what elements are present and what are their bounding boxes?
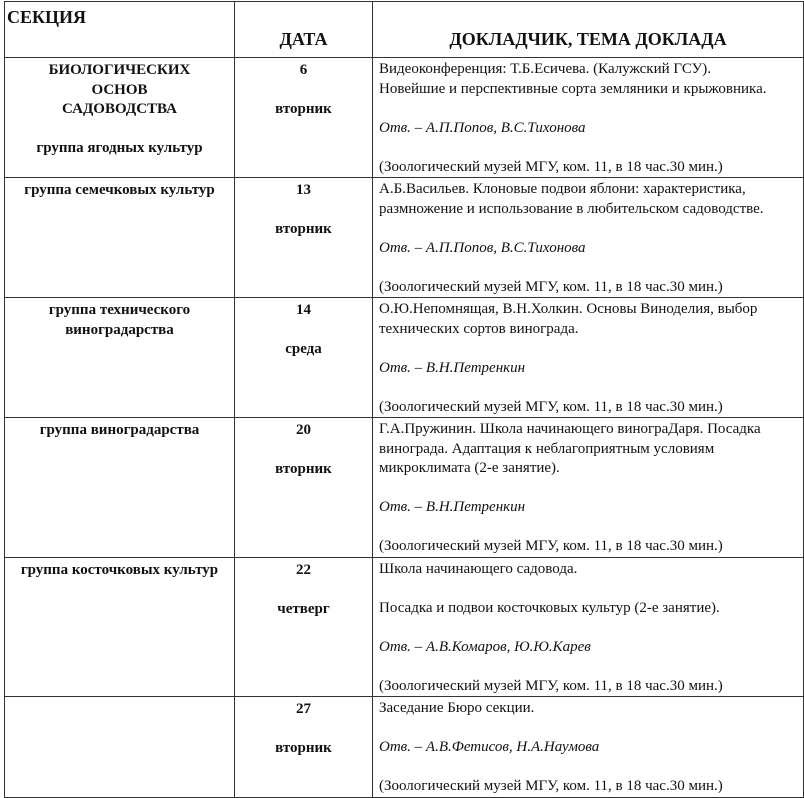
speaker-topic-cell-line bbox=[379, 618, 799, 638]
speaker-topic-cell-line: О.Ю.Непомнящая, В.Н.Холкин. Основы Виноделия, выбор bbox=[379, 301, 758, 317]
date-cell-line: 27 bbox=[296, 701, 311, 717]
speaker-topic-cell-line bbox=[379, 479, 799, 499]
date-cell bbox=[235, 58, 373, 178]
speaker-topic-cell-line: Отв. – В.Н.Петренкин bbox=[379, 359, 526, 376]
speaker-topic-cell-line: Отв. – А.В.Комаров, Ю.Ю.Карев bbox=[379, 638, 591, 655]
speaker-topic-cell-line: Заседание Бюро секции. bbox=[379, 700, 535, 716]
schedule-table bbox=[4, 1, 804, 798]
section-cell-line: группа семечковых культур bbox=[24, 182, 215, 198]
speaker-topic-cell-line: размножение и использование в любительском садоводстве. bbox=[379, 200, 764, 217]
date-cell-line bbox=[235, 580, 372, 600]
table-row bbox=[5, 418, 804, 558]
speaker-topic-cell-line bbox=[379, 219, 799, 239]
header-date: ДАТА bbox=[235, 2, 373, 58]
speaker-topic-cell-line: Отв. – А.В.Фетисов, Н.А.Наумова bbox=[379, 739, 600, 755]
section-cell-line: САДОВОДСТВА bbox=[62, 101, 177, 117]
section-cell-line: группа косточковых культур bbox=[20, 561, 219, 578]
date-cell-line: 6 bbox=[299, 62, 308, 78]
section-cell-line: виноградарства bbox=[65, 321, 174, 338]
speaker-topic-cell-line bbox=[379, 518, 799, 538]
section-cell-line: БИОЛОГИЧЕСКИХ bbox=[48, 62, 191, 78]
speaker-topic-cell-line: (Зоологический музей МГУ, ком. 11, в 18 час.30 мин.) bbox=[379, 778, 723, 794]
speaker-topic-cell-line: (Зоологический музей МГУ, ком. 11, в 18 час.30 мин.) bbox=[379, 398, 723, 415]
speaker-topic-cell-line: микроклимата (2-е занятие). bbox=[379, 460, 560, 476]
speaker-topic-cell-line bbox=[379, 657, 799, 677]
speaker-topic-cell-line: А.Б.Васильев. Клоновые подвои яблони: характеристика, bbox=[379, 181, 746, 197]
speaker-topic-cell-line: Видеоконференция: Т.Б.Есичева. (Калужский ГСУ). bbox=[379, 61, 712, 77]
speaker-topic-cell bbox=[373, 697, 804, 798]
speaker-topic-cell-line: (Зоологический музей МГУ, ком. 11, в 18 час.30 мин.) bbox=[379, 538, 723, 554]
speaker-topic-cell bbox=[373, 58, 804, 178]
section-cell bbox=[5, 58, 235, 178]
table-row bbox=[5, 557, 804, 697]
section-cell-line bbox=[5, 120, 234, 140]
section-cell bbox=[5, 697, 235, 798]
table-row bbox=[5, 298, 804, 418]
speaker-topic-cell bbox=[373, 178, 804, 298]
section-cell bbox=[5, 298, 235, 418]
table-row bbox=[5, 178, 804, 298]
section-cell-line: группа виноградарства bbox=[39, 422, 200, 438]
section-cell-line: ОСНОВ bbox=[91, 81, 148, 98]
speaker-topic-cell-line bbox=[379, 758, 799, 778]
section-cell bbox=[5, 178, 235, 298]
speaker-topic-cell-line bbox=[379, 138, 799, 158]
speaker-topic-cell bbox=[373, 418, 804, 558]
speaker-topic-cell-line bbox=[379, 378, 799, 398]
date-cell-line: 22 bbox=[296, 561, 311, 578]
date-cell-line: вторник bbox=[275, 740, 332, 756]
table-row bbox=[5, 697, 804, 798]
header-section: СЕКЦИЯ bbox=[5, 2, 235, 58]
date-cell-line: 20 bbox=[296, 422, 311, 438]
speaker-topic-cell-line: Отв. – А.П.Попов, В.С.Тихонова bbox=[379, 239, 586, 256]
date-cell-line bbox=[235, 441, 372, 461]
section-cell-line: группа ягодных культур bbox=[36, 140, 203, 156]
speaker-topic-cell-line bbox=[379, 579, 799, 599]
date-cell bbox=[235, 418, 373, 558]
date-cell bbox=[235, 697, 373, 798]
date-cell-line: вторник bbox=[275, 461, 332, 477]
speaker-topic-cell-line: Посадка и подвои косточковых культур (2-е занятие). bbox=[379, 599, 720, 616]
speaker-topic-cell-line: (Зоологический музей МГУ, ком. 11, в 18 час.30 мин.) bbox=[379, 677, 723, 694]
table-row bbox=[5, 58, 804, 178]
header-speaker: ДОКЛАДЧИК, ТЕМА ДОКЛАДА bbox=[373, 2, 804, 58]
speaker-topic-cell-line: Отв. – А.П.Попов, В.С.Тихонова bbox=[379, 119, 586, 136]
speaker-topic-cell-line: Г.А.Пружинин. Школа начинающего винограДаря. Посадка bbox=[379, 421, 761, 437]
speaker-topic-cell-line: (Зоологический музей МГУ, ком. 11, в 18 час.30 мин.) bbox=[379, 158, 723, 175]
date-cell-line bbox=[235, 201, 372, 221]
speaker-topic-cell-line bbox=[379, 719, 799, 739]
date-cell bbox=[235, 557, 373, 697]
date-cell-line: 13 bbox=[296, 182, 311, 198]
header-row bbox=[5, 2, 804, 58]
speaker-topic-cell-line bbox=[379, 99, 799, 119]
speaker-topic-cell-line: Новейшие и перспективные сорта земляники и крыжовника. bbox=[379, 80, 767, 97]
speaker-topic-cell-line bbox=[379, 339, 799, 359]
speaker-topic-cell-line: технических сортов винограда. bbox=[379, 320, 579, 337]
date-cell-line: четверг bbox=[277, 600, 330, 617]
section-cell bbox=[5, 418, 235, 558]
speaker-topic-cell bbox=[373, 298, 804, 418]
date-cell-line: вторник bbox=[275, 101, 332, 117]
date-cell-line: среда bbox=[285, 341, 322, 357]
speaker-topic-cell bbox=[373, 557, 804, 697]
speaker-topic-cell-line: Отв. – В.Н.Петренкин bbox=[379, 499, 526, 515]
date-cell-line: 14 bbox=[296, 302, 311, 318]
date-cell-line bbox=[235, 81, 372, 101]
date-cell bbox=[235, 178, 373, 298]
speaker-topic-cell-line bbox=[379, 258, 799, 278]
section-cell bbox=[5, 557, 235, 697]
speaker-topic-cell-line: винограда. Адаптация к неблагоприятным условиям bbox=[379, 440, 715, 457]
section-cell-line: группа технического bbox=[48, 302, 191, 318]
speaker-topic-cell-line: (Зоологический музей МГУ, ком. 11, в 18 час.30 мин.) bbox=[379, 278, 723, 295]
date-cell-line bbox=[235, 720, 372, 740]
date-cell-line bbox=[235, 321, 372, 341]
date-cell bbox=[235, 298, 373, 418]
date-cell-line: вторник bbox=[275, 221, 332, 237]
speaker-topic-cell-line: Школа начинающего садовода. bbox=[379, 560, 578, 577]
